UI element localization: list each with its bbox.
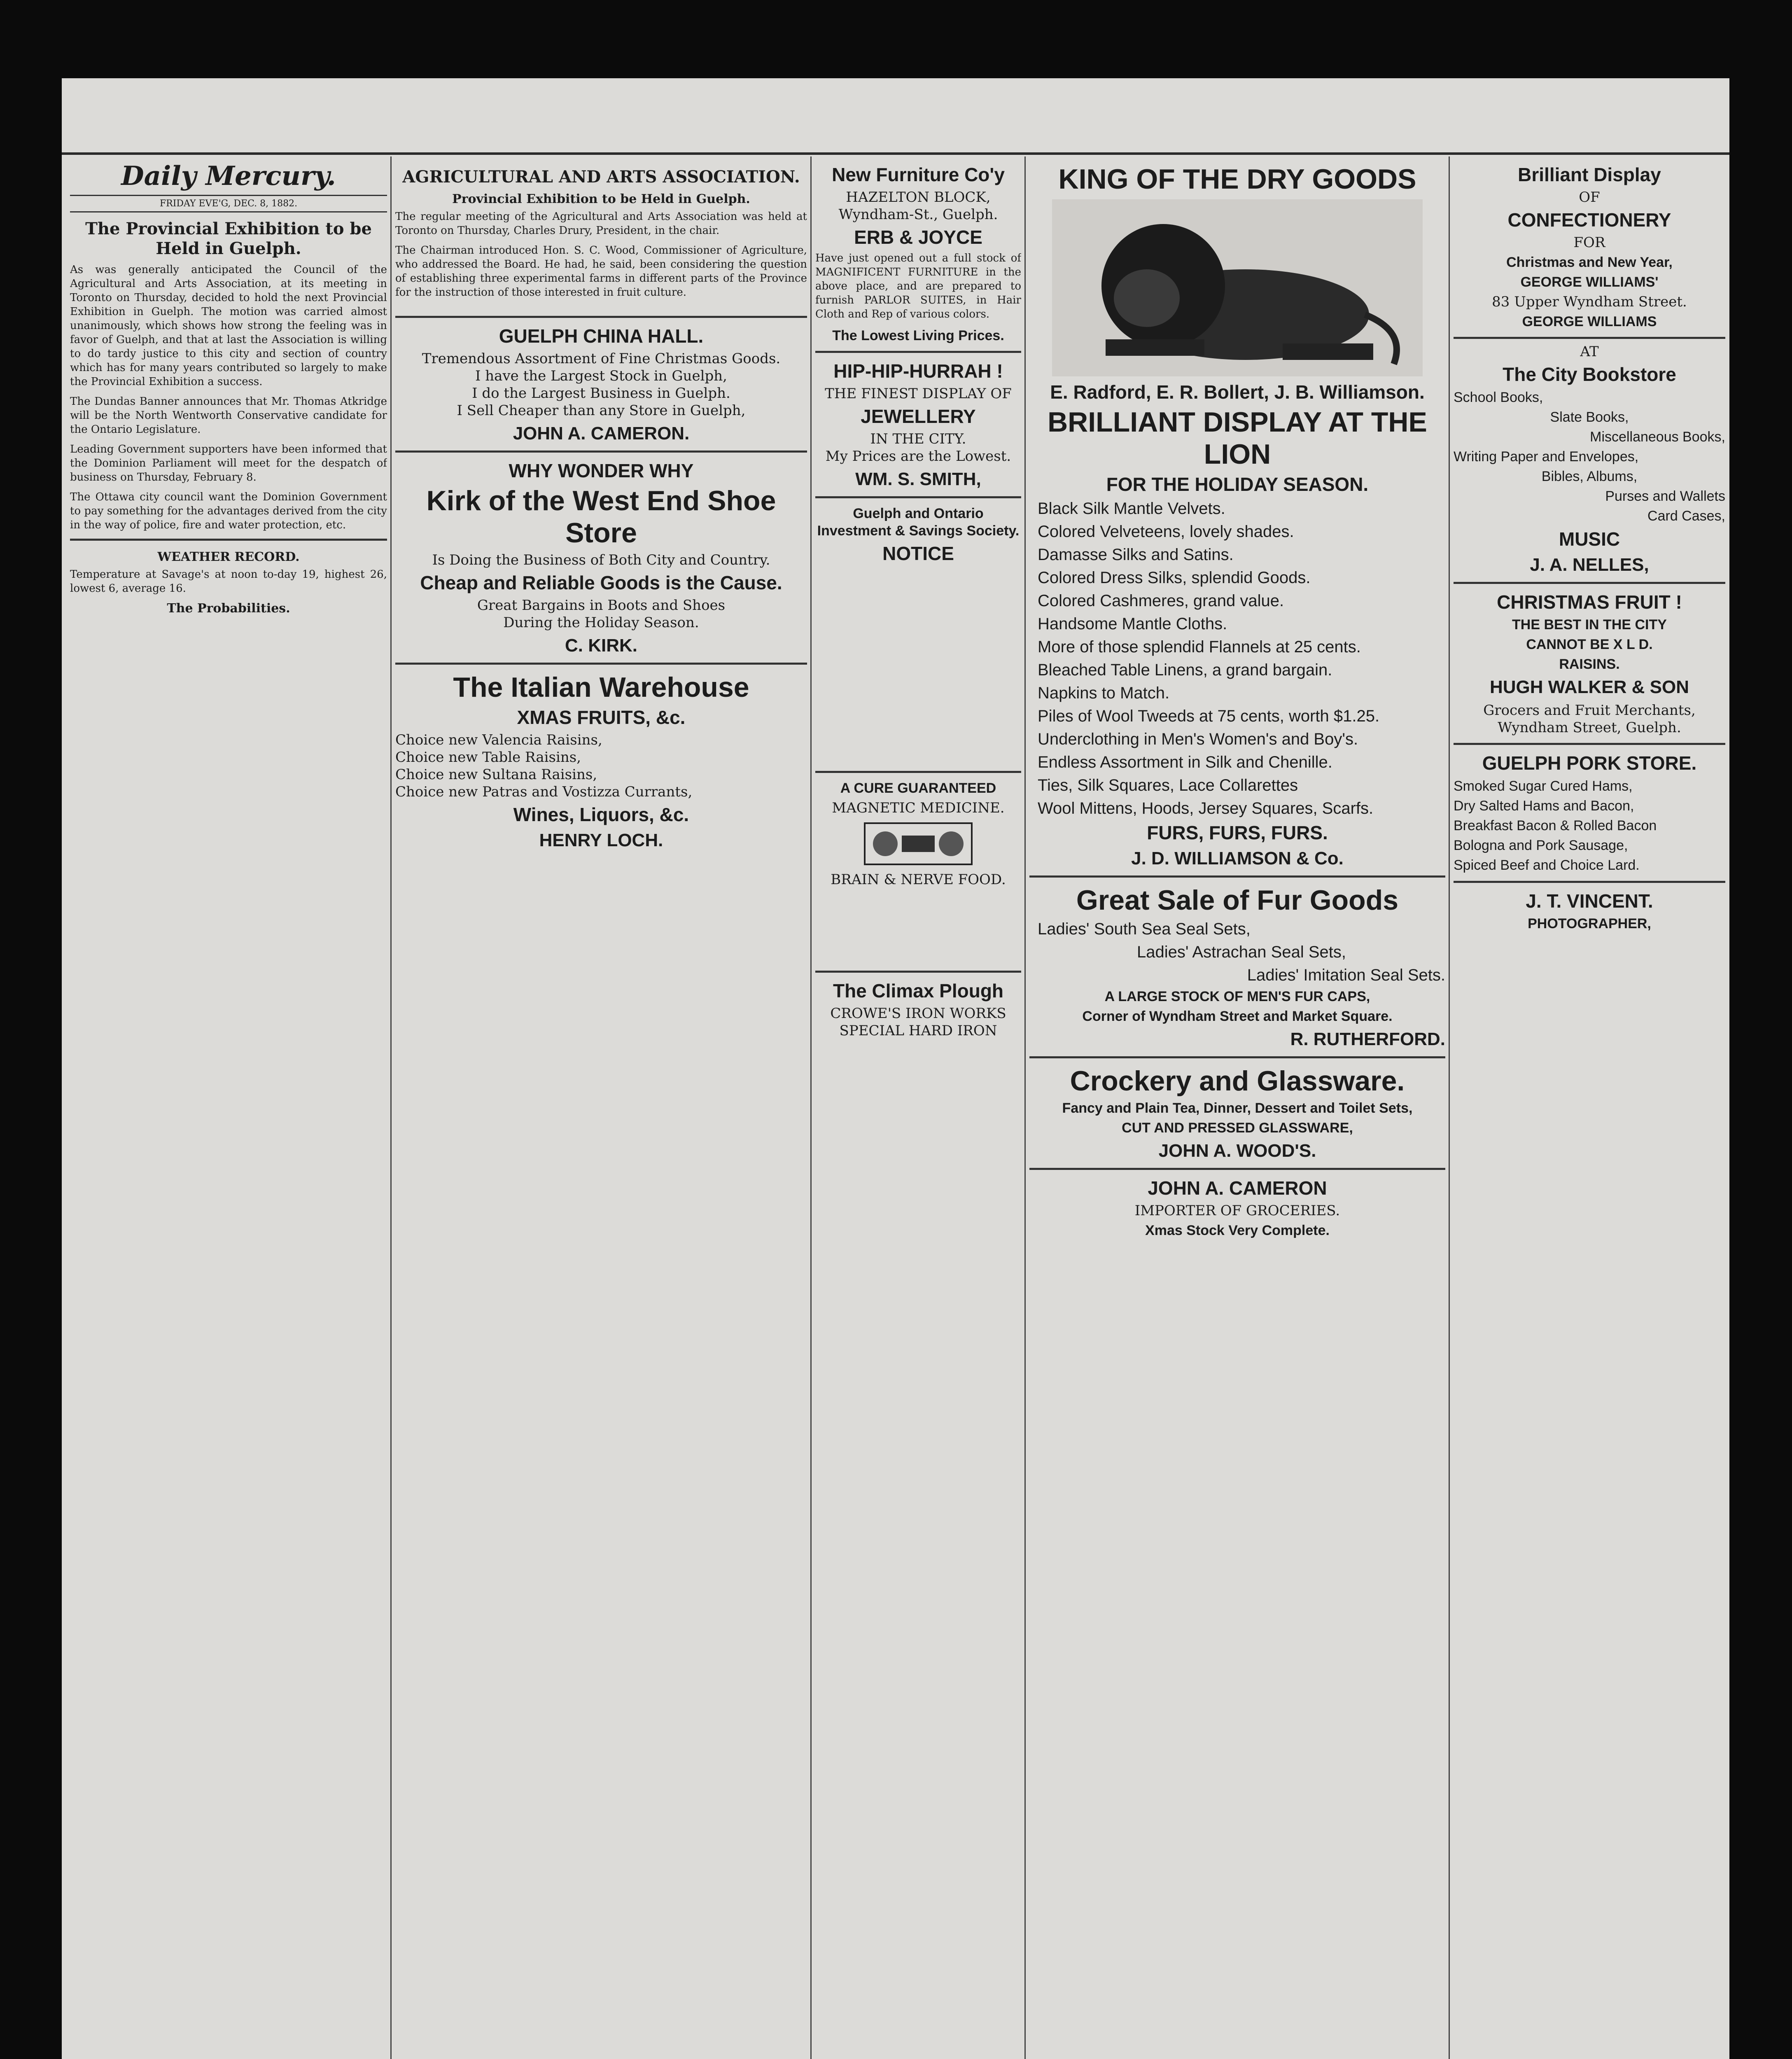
bookstore-title: The City Bookstore: [1503, 364, 1676, 385]
newspaper-page: [62, 78, 1729, 2059]
dry-goods-item: Napkins to Match.: [1038, 684, 1170, 702]
fur-item: Ladies' Astrachan Seal Sets,: [1137, 943, 1346, 961]
confectionery-title: CONFECTIONERY: [1507, 209, 1671, 231]
column-5: [1454, 161, 1725, 2059]
shoe-line: During the Holiday Season.: [503, 614, 699, 631]
shoe-line: Is Doing the Business of Both City and Country.: [432, 552, 770, 568]
book-item: Purses and Wallets: [1605, 488, 1725, 504]
italian-warehouse-ad: [395, 663, 807, 851]
article-paragraph: As was generally anticipated the Council of the Agricultural and Arts Association, at its meeting in Toronto on Thursday, decided to hold the next Provincial Exhibition in Guelph. The motion was carried almost unanimously, which shows how strong the feeling was in favor of Guelph, and that at last the Association is willing to do tardy justice to this city and section of country which has for many years contributed so largely to make the Provincial Exhibition a success.: [70, 264, 387, 388]
shoe-store-ad: [395, 451, 807, 656]
society-title: Guelph and Ontario Investment & Savings Society.: [817, 506, 1020, 539]
raisins-title: RAISINS.: [1559, 656, 1620, 672]
pork-title: GUELPH PORK STORE.: [1482, 752, 1697, 774]
italian-subtitle: XMAS FRUITS, &c.: [517, 707, 686, 728]
exhibition-headline: The Provincial Exhibition to be Held in Guelph.: [85, 219, 372, 258]
fur-sale-ad: [1029, 875, 1445, 1050]
magnetic-title: MAGNETIC MEDICINE.: [832, 800, 1005, 816]
fur-sale-title: Great Sale of Fur Goods: [1076, 885, 1399, 916]
dry-goods-item: Colored Velveteens, lovely shades.: [1038, 523, 1294, 541]
article-paragraph: The regular meeting of the Agricultural and Arts Association was held at Toronto on Thursday, Charles Drury, President, in the chair.: [395, 210, 807, 237]
fruit-ad: [1454, 582, 1725, 736]
notice-title: NOTICE: [882, 543, 954, 564]
hugh-sub: Grocers and Fruit Merchants, Wyndham Street, Guelph.: [1483, 702, 1696, 736]
for-label: FOR: [1573, 234, 1605, 251]
article-paragraph: The Dundas Banner announces that Mr. Thomas Atkridge will be the North Wentworth Conservative candidate for the Ontario Legislature.: [70, 395, 387, 436]
china-hall-ad: [395, 316, 807, 444]
hurrah-title: HIP-HIP-HURRAH !: [833, 360, 1003, 382]
williamson-signature: J. D. WILLIAMSON & Co.: [1131, 848, 1344, 868]
italian-item: Choice new Valencia Raisins,: [395, 732, 602, 748]
book-item: Bibles, Albums,: [1541, 469, 1638, 484]
column-2: [395, 161, 807, 2059]
fur-item: Ladies' South Sea Seal Sets,: [1038, 920, 1251, 938]
plough-ad: [815, 971, 1021, 1039]
column-divider: [810, 156, 812, 2059]
italian-title: The Italian Warehouse: [453, 672, 749, 703]
george-address: 83 Upper Wyndham Street.: [1492, 294, 1687, 310]
column-divider: [1449, 156, 1450, 2059]
dry-goods-item: Damasse Silks and Satins.: [1038, 546, 1234, 564]
book-item: Slate Books,: [1550, 409, 1629, 425]
pork-item: Breakfast Bacon & Rolled Bacon: [1454, 818, 1657, 833]
jewellery-line: My Prices are the Lowest.: [825, 448, 1011, 465]
hard-iron: SPECIAL HARD IRON: [839, 1022, 997, 1039]
crockery-ad: [1029, 1056, 1445, 1161]
masthead-date: FRIDAY EVE'G, DEC. 8, 1882.: [70, 195, 387, 212]
shoe-title-1: WHY WONDER WHY: [509, 460, 694, 481]
lion-display-title: BRILLIANT DISPLAY AT THE LION: [1048, 406, 1427, 470]
cameron-title: JOHN A. CAMERON: [1148, 1177, 1327, 1199]
italian-item: Choice new Sultana Raisins,: [395, 766, 597, 783]
furniture-title: New Furniture Co'y: [832, 164, 1005, 185]
erb-text: Have just opened out a full stock of MAGNIFICENT FURNITURE in the above place, and are prepared to furnish PARLOR SUITES, in Hair Cloth and Rep of various colors.: [815, 252, 1021, 320]
hugh-walker: HUGH WALKER & SON: [1490, 677, 1689, 697]
dry-goods-item: Ties, Silk Squares, Lace Collarettes: [1038, 776, 1298, 794]
china-hall-title: GUELPH CHINA HALL.: [499, 325, 704, 347]
erb-title: ERB & JOYCE: [854, 226, 982, 248]
article-paragraph: Leading Government supporters have been informed that the Dominion Parliament will meet for the despatch of business on Thursday, February 8.: [70, 443, 387, 483]
christmas-line: Christmas and New Year,: [1506, 254, 1673, 270]
jewellery-line: THE FINEST DISPLAY OF: [825, 385, 1012, 402]
italian-item: Choice new Patras and Vostizza Currants,: [395, 784, 693, 800]
plough-title: The Climax Plough: [833, 980, 1004, 1001]
shoe-cause: Cheap and Reliable Goods is the Cause.: [420, 572, 782, 593]
book-item: Card Cases,: [1647, 508, 1725, 524]
cannot-be-xld: CANNOT BE X L D.: [1526, 637, 1653, 652]
china-hall-line: I do the Largest Business in Guelph.: [472, 385, 730, 402]
book-item: Writing Paper and Envelopes,: [1454, 449, 1639, 465]
dry-goods-item: Black Silk Mantle Velvets.: [1038, 500, 1225, 518]
china-hall-signature: JOHN A. CAMERON.: [513, 423, 690, 444]
dry-goods-item: Underclothing in Men's Women's and Boy's.: [1038, 730, 1358, 748]
lion-illustration-icon: [1052, 199, 1423, 376]
weather-title: WEATHER RECORD.: [157, 550, 300, 564]
italian-signature: HENRY LOCH.: [539, 830, 663, 850]
cameron-importer: IMPORTER OF GROCERIES.: [1134, 1202, 1340, 1219]
best-in-city: THE BEST IN THE CITY: [1512, 617, 1667, 633]
pork-store-ad: [1454, 743, 1725, 874]
masthead-title: Daily Mercury.: [121, 161, 336, 191]
top-rule: [62, 152, 1729, 155]
cut-glassware: CUT AND PRESSED GLASSWARE,: [1122, 1120, 1353, 1136]
article-paragraph: The Ottawa city council want the Dominion Government to pay something for the advantages derived from the city in the way of police, fire and water protection, etc.: [70, 491, 387, 531]
pork-item: Smoked Sugar Cured Hams,: [1454, 778, 1633, 794]
xmas-stock: Xmas Stock Very Complete.: [1145, 1223, 1330, 1238]
pork-item: Spiced Beef and Choice Lard.: [1454, 857, 1640, 873]
brilliant-title: Brilliant Display: [1518, 164, 1661, 185]
george-williams: GEORGE WILLIAMS': [1520, 274, 1659, 290]
column-1: [70, 161, 387, 2059]
dry-goods-item: Wool Mittens, Hoods, Jersey Squares, Scarfs.: [1038, 799, 1374, 817]
furniture-sub: HAZELTON BLOCK,: [846, 189, 991, 205]
shoe-signature: C. KIRK.: [565, 635, 637, 656]
fruit-title: CHRISTMAS FRUIT !: [1497, 591, 1682, 613]
king-title: KING OF THE DRY GOODS: [1058, 163, 1416, 195]
probabilities-title: The Probabilities.: [167, 601, 290, 616]
shoe-title-2: Kirk of the West End Shoe Store: [426, 485, 776, 549]
dry-goods-item: Handsome Mantle Cloths.: [1038, 615, 1227, 633]
shoe-line: Great Bargains in Boots and Shoes: [477, 597, 726, 614]
italian-item: Choice new Table Raisins,: [395, 749, 581, 766]
column-4: [1029, 161, 1445, 2059]
column-3: [815, 161, 1021, 2059]
cure-title: A CURE GUARANTEED: [840, 780, 996, 796]
china-hall-line: I have the Largest Stock in Guelph,: [475, 368, 727, 384]
book-item: School Books,: [1454, 390, 1543, 405]
agri-subhead: Provincial Exhibition to be Held in Guelph.: [452, 192, 750, 206]
lion-display-sub: FOR THE HOLIDAY SEASON.: [1106, 474, 1369, 495]
vincent-title: J. T. VINCENT.: [1526, 890, 1653, 912]
furs-title: FURS, FURS, FURS.: [1147, 822, 1328, 843]
weather-section: [70, 539, 387, 616]
crockery-title: Crockery and Glassware.: [1070, 1065, 1405, 1097]
dry-goods-item: Colored Cashmeres, grand value.: [1038, 592, 1284, 610]
magnetic-ad: [815, 771, 1021, 888]
china-hall-line: I Sell Cheaper than any Store in Guelph,: [457, 402, 746, 419]
weather-text: Temperature at Savage's at noon to-day 19, highest 26, lowest 6, average 16.: [70, 568, 387, 595]
of-label: OF: [1579, 189, 1600, 205]
cameron-ad: [1029, 1168, 1445, 1239]
woods-signature: JOHN A. WOOD'S.: [1158, 1141, 1316, 1161]
italian-wines: Wines, Liquors, &c.: [513, 804, 689, 825]
dry-goods-item: Bleached Table Linens, a grand bargain.: [1038, 661, 1332, 679]
mens-caps: A LARGE STOCK OF MEN'S FUR CAPS,: [1104, 989, 1370, 1004]
rutherford-signature: R. RUTHERFORD.: [1290, 1029, 1445, 1049]
china-hall-tagline: Tremendous Assortment of Fine Christmas Goods.: [422, 350, 781, 367]
fur-item: Ladies' Imitation Seal Sets.: [1247, 966, 1445, 984]
at-label: AT: [1580, 343, 1599, 360]
pork-item: Dry Salted Hams and Bacon,: [1454, 798, 1634, 814]
column-divider: [1024, 156, 1026, 2059]
george-signature: GEORGE WILLIAMS: [1522, 314, 1657, 329]
column-divider: [390, 156, 392, 2059]
magnetic-medicine-icon: [856, 819, 980, 868]
jewellery-line: IN THE CITY.: [870, 431, 966, 447]
iron-works: CROWE'S IRON WORKS: [830, 1005, 1006, 1022]
dry-goods-item: Endless Assortment in Silk and Chenille.: [1038, 753, 1332, 771]
magnetic-subtitle: BRAIN & NERVE FOOD.: [831, 871, 1006, 888]
nelles-signature: J. A. NELLES,: [1530, 555, 1649, 575]
partners: E. Radford, E. R. Bollert, J. B. Williamson.: [1050, 381, 1425, 403]
fancy-sets: Fancy and Plain Tea, Dinner, Dessert and Toilet Sets,: [1062, 1100, 1413, 1116]
vincent-ad: [1454, 881, 1725, 932]
pork-item: Bologna and Pork Sausage,: [1454, 838, 1628, 853]
photographer: PHOTOGRAPHER,: [1528, 916, 1651, 931]
jewellery-word: JEWELLERY: [861, 406, 976, 427]
dry-goods-item: Colored Dress Silks, splendid Goods.: [1038, 569, 1311, 587]
article-paragraph: The Chairman introduced Hon. S. C. Wood, Commissioner of Agriculture, who addressed the Board. He had, he said, been considering the question of establishing three experimental farms in different parts of the Province for the instruction of those interested in fruit culture.: [395, 244, 807, 299]
book-item: Miscellaneous Books,: [1590, 429, 1725, 445]
agri-headline: AGRICULTURAL AND ARTS ASSOCIATION.: [402, 167, 800, 187]
jewellery-ad: [815, 351, 1021, 490]
bookstore-ad: [1454, 337, 1725, 575]
smith-signature: WM. S. SMITH,: [855, 469, 981, 489]
society-ad: [815, 496, 1021, 565]
dry-goods-item: More of those splendid Flannels at 25 cents.: [1038, 638, 1361, 656]
corner-address: Corner of Wyndham Street and Market Square.: [1082, 1008, 1393, 1024]
erb-tagline: The Lowest Living Prices.: [832, 328, 1004, 343]
furniture-address: Wyndham-St., Guelph.: [838, 206, 998, 223]
music-title: MUSIC: [1559, 528, 1620, 550]
dry-goods-item: Piles of Wool Tweeds at 75 cents, worth $1.25.: [1038, 707, 1380, 725]
